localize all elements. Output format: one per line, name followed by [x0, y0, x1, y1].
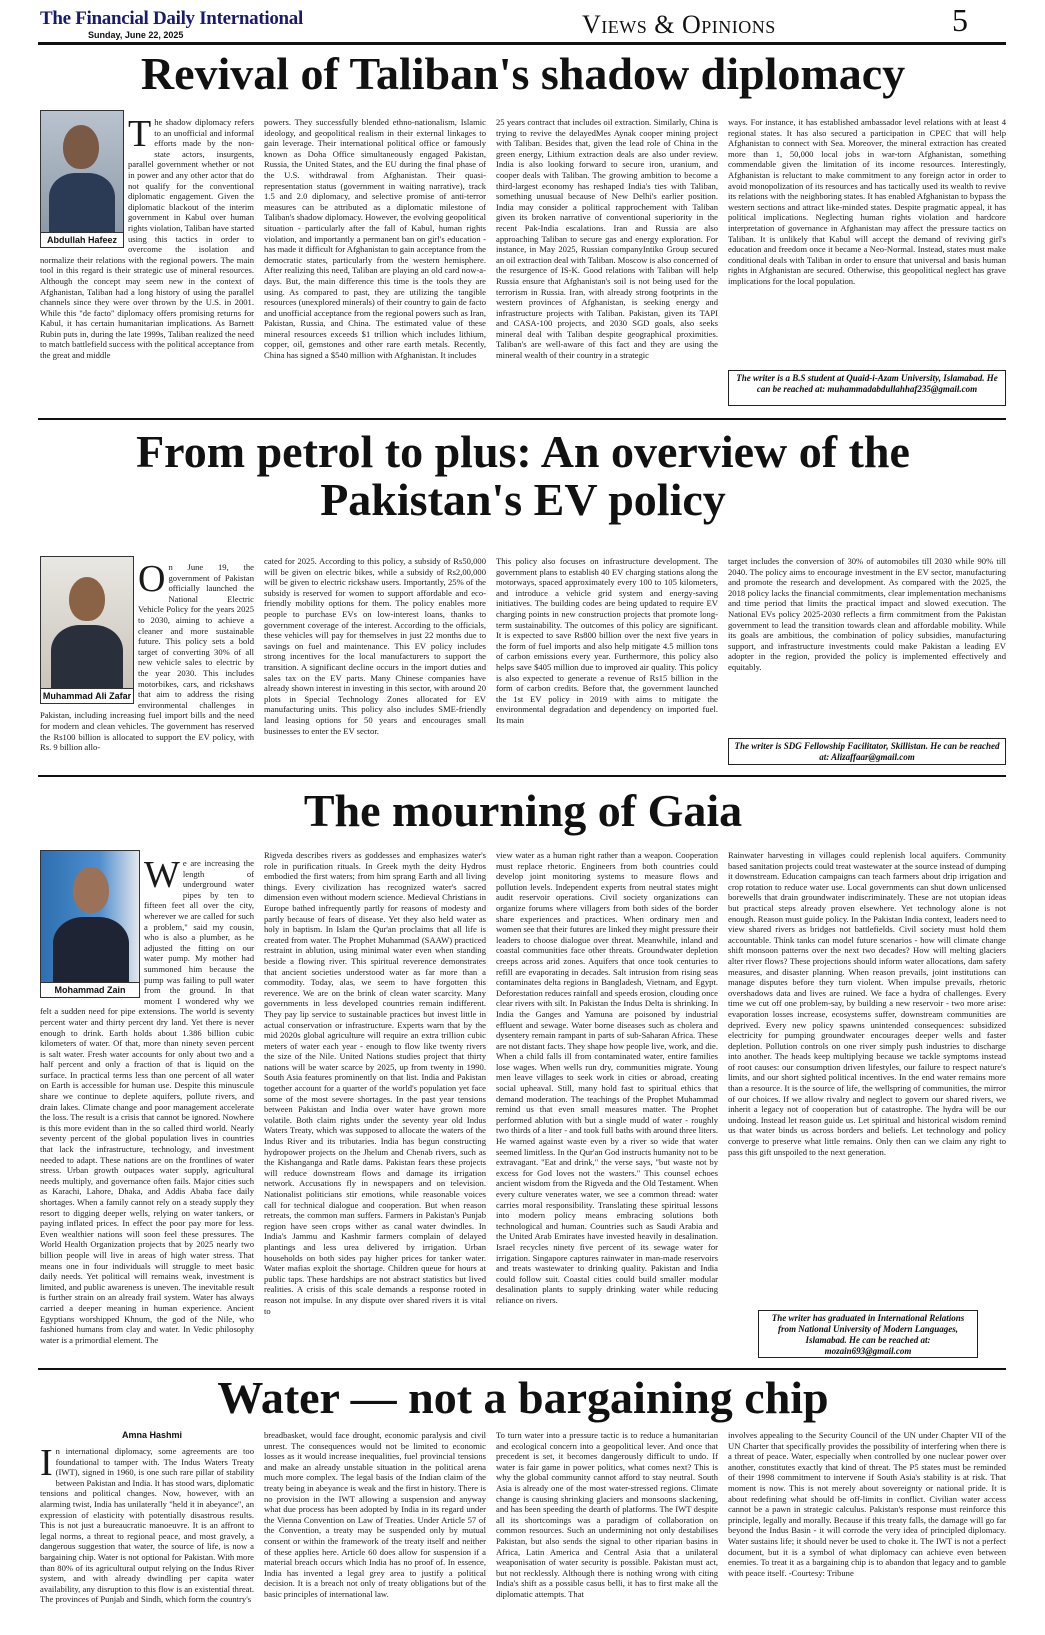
author-caption-3: Mohammad Zain	[40, 982, 140, 998]
article-4-column-1: In international diplomacy, some agreements are too foundational to tamper with. The Indus Waters Treaty (IWT), signed in 1960, is one such rare pillar of stability between Pakistan and India. It has stood wars, diplomatic tensions and political changes. Now, however, with an alarming twist, India has unilaterally "held it in abeyance", an expression of elasticity with potentially disastrous results. This is not just a bureaucratic manoeuvre. It is an affront to legal norms, a threat to regional peace, and most gravely, a dangerous suggestion that water, the source of life, is now a bargaining chip. Water is not optional for Pakistan. With more than 80% of its agricultural output relying on the Indus River system, and with already dwindling per capita water availability, any disruption to this flow is an existential threat. The provinces of Punjab and Sindh, which form the country's	[40, 1446, 254, 1605]
page-number: 5	[952, 2, 968, 38]
article-3-column-4: Rainwater harvesting in villages could replenish local aquifers. Community based sanitation projects could treat wastewater at the source instead of dumping it downstream. Education campaigns can teach farmers about drip irrigation and crop rotation to reduce water use. Local governments can shut down unlicensed borewells that drain groundwater indiscriminately. These are not utopian ideas but practical steps already proven elsewhere. Yet technology alone is not enough. Reason must guide policy. In the Pakistan India context, leaders need to view shared rivers as bridges not battlefields. Civil society must hold them accountable. Think tanks can model future scenarios - how will climate change shift monsoon patterns over the next two decades? How will melting glaciers alter river flows? These projections should inform water allocations, dam safety measures, and disaster planning. When reason prevails, joint institutions can manage disputes before they turn violent. When impulse prevails, rhetoric overshadows data and lives are ruined. We face a hydra of challenges. Every time we cut off one problem-say, by building a new reservoir - two more arise: evaporation losses increase, ecosystems suffer, downstream communities are deprived. Every new policy spawns unintended consequences: subsidized electricity for pumping groundwater encourages deeper wells and faster depletion. Pollution controls on one river simply push industries to discharge into another. The heads keep multiplying because we tackle symptoms instead of root causes: our consumption driven lifestyles, our failure to respect nature's limits, and our short sighted political incentives. In the end water remains more than a resource. It is the source of life, the wellspring of communities, the mirror of our choices. If we allow rivalry and neglect to govern our shared rivers, we inherit a legacy not of cooperation but of catastrophe. The hydra will be our undoing. Instead let reason guide us. Let spiritual and historical wisdom remind us that water binds us across borders and beliefs. Let technology and policy converge to preserve what little remains. Only then can we claim any right to pass this gift unspoiled to the next generation.	[728, 850, 1006, 1157]
article-4-column-2: breadbasket, would face drought, economic paralysis and civil unrest. The consequences would not be limited to economic losses as it would increase inequalities, fuel provincial tensions and make an already unstable situation in the political arena much more complex. The legal basis of the Indian claim of the treaty being in abeyance is weak and the first in history. There is no provision in the IWT allowing a suspension and anyway what due process has been adopted by India in its regard under the Vienna Convention on Law of Treaties. Under Article 57 of the Convention, a treaty may be suspended only by mutual consent or within the framework of the treaty itself and neither of these applies here. Article 60 does allow for suspension if a material breach occurs which India has no proof of. In essence, India has invented a legal grey area to justify a political decision. It is a breach not only of treaty obligations but of the basic principles of international law.	[264, 1430, 486, 1599]
article-4-headline: Water — not a bargaining chip	[217, 1372, 829, 1423]
author-caption-2: Muhammad Ali Zafar	[40, 688, 134, 704]
masthead-name: The Financial Daily International	[40, 8, 303, 29]
article-2-column-1: On June 19, the government of Pakistan officially launched the National Electric Vehicle Policy for the years 2025 to 2030, aiming to achieve a cleaner and more sustainable future. This policy sets a bold target of converting 30% of all new vehicle sales to electric by the year 2030. This includes motorbikes, cars, and rickshaws that aim to address the rising environmental challenges in Pakistan, including increasing fuel import bills and the need for modern and clean vehicles. The government has reserved the Rs100 billion is allocated to support the EV policy, with Rs. 9 billion allo-	[40, 562, 254, 753]
article-1-author-bio: The writer is a B.S student at Quaid-i-Azam University, Islamabad. He can be reached at: muhammadabdullahhaf235@gmail.com	[728, 370, 1006, 406]
masthead-date: Sunday, June 22, 2025	[88, 30, 184, 40]
article-2-headline: From petrol to plus: An overview of the Pakistan's EV policy	[136, 426, 910, 526]
article-4-author: Amna Hashmi	[122, 1430, 183, 1440]
article-3-column-2: Rigveda describes rivers as goddesses and emphasizes water's role in purification rituals. In Greek myth the deity Hydros embodied the first waters; from him sprang Earth and all living things. Every civilization has recognized water's sacred dimension even without modern science. Medieval Christians in Europe bathed infrequently partly for reasons of modesty and partly because of fears of disease. Yet they also held water as holy in baptism. In Islam the Qur'an proclaims that all life is created from water. The Prophet Muhammad (SAAW) practiced restraint in ablution, using minimal water even when standing beside a flowing river. This spiritual reverence demonstrates that ancient societies understood water as far more than a commodity. Today, alas, we seem to have forgotten this reverence. We are on the brink of clean water scarcity. Many governments in less developed countries remain indifferent. They pay lip service to sustainable practices but invest little in actual conservation or infrastructure. Experts warn that by the mid 2020s global agriculture will require an extra trillion cubic meters of water each year - enough to flow like twenty rivers the size of the Nile. United Nations studies project that thirty nations will be water scarce by 2025, up from twenty in 1990. South Asia features prominently on that list. India and Pakistan together account for a quarter of the world's population yet face some of the most severe shortages. In the past year tensions between Pakistan and India over water have grown more volatile. Both claim rights under the seventy year old Indus Waters Treaty, which was supposed to allocate the waters of the Indus River and its tributaries. India has begun constructing hydropower projects on the Jhelum and Chenab rivers, such as the Kishanganga and Ratle dams. Pakistan fears these projects will reduce downstream flows and damage its irrigation network. Accusations fly in newspapers and on television. Nationalist politicians stir emotions, while reasonable voices call for technical dialogue and cooperation. But when reason retreats, the common man suffers. Farmers in Pakistan's Punjab region have seen crops wither as canal water dwindles. In India's Jammu and Kashmir farmers complain of delayed plantings and less urea delivered by irrigation. Urban households on both sides pay higher prices for tanker water. Water mafias exploit the shortage. Children queue for hours at public taps. These hardships are not abstract statistics but lived realities. A crisis of this scale demands a response rooted in reason not impulse. In any dispute over shared rivers it is vital to	[264, 850, 486, 1316]
article-2-column-2: cated for 2025. According to this policy, a subsidy of Rs50,000 will be given on electric bikes, while a subsidy of Rs2,00,000 will be given to electric rickshaw users. Importantly, 25% of the subsidy is reserved for women to support affordable and eco-friendly mobility options for them. The policy enables more people to purchase EVs on low-interest loans, thanks to government coverage of the interest. According to the officials, these vehicles will pay for themselves in just 22 months due to savings on fuel and maintenance. This EV policy includes strong incentives for the local manufacturers to support the transition. A significant decline occurs in the import duties and sales tax on the EV parts. Many Chinese companies have already shown interest in investing in this sector, with around 20 plots in Special Technology Zones allocated for EV manufacturing units. This policy also includes SME-friendly land leasing options for 50 years and encourages small businesses to enter the EV sector.	[264, 556, 486, 736]
article-2-column-4: target includes the conversion of 30% of automobiles till 2030 while 90% till 2040. The policy aims to encourage investment in the EV sector, manufacturing and promote the research and development. As compared with the 2025, the 2018 policy lacks the financial commitments, clear implementation mechanisms and time period that limits the practical impact and slowed execution. The National EVs policy 2025-2030 reflects a firm commitment from the Pakistan government to lead the transition towards clean and affordable mobility. While its goals are ambitious, the combination of policy subsidies, manufacturing support, and infrastructure investments could make Pakistan a leading EV adopter in the region, provided the policy is implemented effectively and equitably.	[728, 556, 1006, 672]
article-4-column-3: To turn water into a pressure tactic is to reduce a humanitarian and ecological concern into a geopolitical lever. And once that precedent is set, it becomes dangerously difficult to undo. If water is fair game in power politics, what comes next? This is why the global community cannot afford to stay neutral. South Asia is already one of the most water-stressed regions. Climate change is causing shrinking glaciers and monsoons slackening, and has been speeding the dearth of platforms. The IWT despite all its shortcomings was a paradigm of collaboration on common resources. Such an undermining not only destabilises Pakistan, but also sends the signal to other riparian basins in Africa, Latin America and Central Asia that a unilateral weaponisation of water security is possible. Pakistan must act, but not recklessly. Although there is nothing wrong with citing India's shift as a possible casus belli, it has to first make all the diplomatic attempts. That	[496, 1430, 718, 1599]
article-1-column-4: ways. For instance, it has established ambassador level relations with at least 4 regional states. It has also secured a participation in CPEC that will help Afghanistan to connect with Sea. Moreover, the mineral extraction has created more than 1, 50,000 local jobs in war-torn Afghanistan, something commendable given the limitation of its income resources. Interestingly, Afghanistan is reluctant to make commitment to any foreign actor in order to avoid monopolization of its resources and has tactically used its wealth to revive its relations with the neighboring states. It has enabled Afghanistan to bypass the western sections and attract like-minded states. Despite pragmatic appeal, it has political implications. Neglecting human rights violation and hardcore interpretation of governance in Afghanistan may affect the pressure tactics on Taliban. It is unlikely that Kabul will accept the demand of reviving girl's education and freedom once it became a Neo-Normal. Instead, states must make conditional deals with Taliban in order to ensure that universal and basis human rights in Afghanistan are secured. Otherwise, this geopolitical neglect has grave implications for the local population.	[728, 117, 1006, 286]
article-3-column-3: view water as a human right rather than a weapon. Cooperation must replace rhetoric. Engineers from both countries could develop joint monitoring systems to measure flows and pollution levels. Independent experts from neutral states might audit reservoir operations. Civil society organizations can organize forums where villagers from both sides of the border share experiences and practices. When ordinary men and women see that their futures are linked they might pressure their leaders to choose dialogue over threat. Meanwhile, inland and coastal communities face other threats. Groundwater depletion creeps across arid zones. Aquifers that once took centuries to refill are evaporating in decades. Salt intrusion from rising seas contaminates delta regions in Bangladesh, Vietnam, and Egypt. Deforestation reduces rainfall and speeds erosion, clouding once clear rivers with silt. In Pakistan the Indus Delta is shrinking. In India the Ganges and Yamuna are poisoned by industrial effluent and sewage. Water borne diseases such as cholera and dysentery remain rampant in parts of sub-Saharan Africa. These are not distant facts. They shape how people live, work, and die. When a child falls ill from contaminated water, entire families lose wages. When wells run dry, communities migrate. Young men leave villages to seek work in cities or abroad, creating social upheaval. Still, many hold fast to spiritual ethics that demand moderation. The teachings of the Prophet Muhammad remind us that even small measures matter. The Prophet performed ablution with but a single mudd of water - roughly two thirds of a liter - and took full baths with around three liters. He warned against waste even by a river so wide that water seemed limitless. In the Qur'an God instructs humanity not to be extravagant. "Eat and drink," the verse says, "but waste not by excess for God loves not the wasters." This counsel echoes ancient wisdom from the Rigveda and the Old Testament. When every culture venerates water, we see a common thread: water carries moral responsibility. Translating these spiritual lessons into modern policy means embracing solutions both technological and human. Countries such as Saudi Arabia and the United Arab Emirates have invested heavily in desalination. Israel recycles ninety five percent of its sewage water for irrigation. Singapore captures rainwater in man-made reservoirs and treats wastewater to drinking quality. Pakistan and India could follow suit. Coastal cities could build smaller modular desalination plants to supply drinking water while reducing reliance on rivers.	[496, 850, 718, 1305]
article-3-column-1: We are increasing the length of underground water pipes by ten to fifteen feet all over the city, wherever we are called for such a problem," said my cousin, who is also a plumber, as he adjusted the fitting on our water pump. My mother had summoned him because the pump was failing to pull water from the ground. In that moment I wondered why we felt a sudden need for pipe extensions. The world is seventy percent water and thirty percent dry land. Yet there is never enough to drink. Earth holds about 1.386 billion cubic kilometers of water. Of that, more than ninety seven percent is salt water. Fresh water accounts for only about two and a half percent and only a fraction of that is liquid on the surface. In practical terms less than one percent of all water on Earth is accessible for human use. Despite this minuscule share we continue to deplete aquifers, pollute rivers, and drain lakes. Climate change and poor management accelerate the loss. The result is a crisis that cannot be ignored. Nowhere is this more evident than in the so called third world. Nearly seventy percent of the global population lives in countries that lack the infrastructure, technology, and investment needed to adapt. These nations are on the frontlines of water stress. Urban growth outpaces water supply, agricultural needs multiply, and governance often fails. Major cities such as Karachi, Lahore, Dhaka, and Addis Ababa face daily shortages. When a family cannot rely on a steady supply they resort to digging deeper wells, relying on water tankers, or paying inflated prices. In effect the poor pay more for less. Even wealthier nations will soon feel these pressures. The World Health Organization projects that by 2025 nearly two billion people will live in areas of high water stress. That means one in four individuals will struggle to meet basic daily needs. Yet political will remains weak, investment is limited, and public awareness is uneven. The inevitable result is further strain on an already frail system. Water has always carried a deeper meaning in human experience. Ancient Egyptians worshipped Khnum, the god of the Nile, who fashioned humans from clay and water. In Vedic philosophy water is a primordial element. The	[40, 858, 254, 1345]
article-3-author-bio: The writer has graduated in International Relations from National University of Modern Languages, Islamabad. He can be reached at: mozain693@gmail.com	[758, 1310, 978, 1358]
article-2-author-bio: The writer is SDG Fellowship Facilitator, Skillistan. He can be reached at: Alizaffaar@gmail.com	[728, 738, 1006, 765]
article-1-headline: Revival of Taliban's shadow diplomacy	[140, 48, 906, 99]
article-1-column-2: powers. They successfully blended ethno-nationalism, Islamic ideology, and geopolitical realism in their external linkages to gain leverage. Their international political office or famously known as Doha Office simultaneously engaged Pakistan, Russia, the United States, and the EU during the final phase of the U.S. withdrawal from Afghanistan. Their quasi-representation status (government in waiting narrative), track 1.5 and 2.0 diplomacy, and selective promise of anti-terror measures can be attributed as a diplomatic milestone of Taliban's shadow diplomacy. However, the evolving geopolitical situation - particularly after the fall of Kabul, human rights violation, and importantly a permanent ban on girl's education - has made it difficult for Afghanistan to gain acceptance from the democratic states, particularly from the western hemisphere. After realizing this need, Taliban are playing an old card now-a-days. But, the main difference this time is the tools they are using. As compared to past, they are utilizing the tangible resources (unexplored minerals) of their country to gain de facto and unofficial acceptance from the regional powers such as Iran, Pakistan, Russia, and China. The estimated value of these mineral resources exceeds $1 trillion which includes lithium, copper, oil, gemstones and other rare earth metals. Recently, China has signed a $540 million with Afghanistan. It includes	[264, 117, 486, 361]
section-name: Views & Opinions	[582, 10, 776, 39]
article-1-column-3: 25 years contract that includes oil extraction. Similarly, China is trying to revive the delayedMes Aynak cooper mining project with Taliban. Besides that, given the lead role of China in the green energy, Lithium extraction deals are also under review. India is also looking forward to secure iron, uranium, and cooper deals with Taliban. The growing ambition to become a third-largest economy has reshaped India's ties with Taliban, something unusual because of New Delhi's earlier position. India may consider a political rapprochement with Taliban given its broken narrative of conventional superiority in the recent Pak-India escalations. Iran and Russia are also approaching Taliban to secure gas and energy exploration. For instance, in May 2025, Russian companyIntiko Group secured an oil extraction deal with Taliban. Moscow is also concerned of the resurgence of IS-K. Good relations with Taliban will help Russia ensure that Afghanistan's soil is not being used for the terrorism in Russia. Iran, with already strong footprints in the western provinces of Afghanistan, is seeking energy and infrastructure projects with Taliban. Pakistan, given its TAPI and CASA-100 projects, and 2030 SGD goals, also seeks mineral deal with Taliban despite geographical proximities. Taliban's are well-aware of this fact and they are using the mineral wealth of their country in a strategic	[496, 117, 718, 361]
article-2-column-3: This policy also focuses on infrastructure development. The government plans to establish 40 EV charging stations along the motorways, spaced approximately every 100 to 105 kilometers, and introduce a vehicle grid system and energy-saving initiatives. The building codes are being updated to require EV charging points in new construction projects that promote long-term sustainability. The outcomes of this policy are significant. It is expected to save Rs800 billion over the next five years in the form of fuel imports and also help mitigate 4.5 million tons of carbon emissions every year. Furthermore, this policy also helps save $405 million due to improved air quality. This policy is also expected to generate a revenue of Rs15 billion in the form of carbon credits. Before that, the government launched the 1st EV policy in 2019 with aims to mitigate the environmental degradation and dependency on imported fuel. Its main	[496, 556, 718, 725]
masthead-rule	[38, 42, 1006, 45]
article-3-headline: The mourning of Gaia	[303, 785, 743, 836]
article-4-column-4: involves appealing to the Security Council of the UN under Chapter VII of the UN Charter that specifically provides the possibility of interfering when there is a threat of peace. Water, especially when controlled by one nuclear power over another, constitutes exactly that kind of threat. The P5 states must be reminded of their 1998 commitment to intervene if South Asia's stability is at risk. That moment is now. This is not merely about sovereignty or national pride. It is about redefining what should be off-limits in conflict. Civilian water access cannot be a pawn in strategic calculus. Pakistan's response must reinforce this principle, legally and morally. Because if this treaty falls, the damage will go far beyond the Indus Basin - it will corrode the very idea of principled diplomacy. Water sustains life; it should never be used to choke it. The IWT is not a perfect document, but it is a symbol of what diplomacy can achieve even between enemies. To treat it as a bargaining chip is to abandon that legacy and to gamble with peace itself. -Courtesy: Tribune	[728, 1430, 1006, 1578]
article-divider-3	[38, 1368, 1006, 1370]
article-divider-1	[38, 418, 1006, 420]
article-1-column-1: The shadow diplomacy refers to an unofficial and informal efforts made by the non-state actors, insurgents, parallel government whether or not in power and any other actor that do not qualify for the conventional diplomatic engagement. Given the diplomatic blackout of the interim government in Kabul over human rights violation, Taliban have started using this tactics in order to overcome the isolation and normalize their relations with the regional powers. The main tool in this regard is their strategic use of mineral resources. Although the concept may seem new in the context of Afghanistan, Taliban had a long history of using the parallel channels since they were over thrown by the U.S. in 2001. While this "de facto" diplomacy offers promising returns for Kabul, it has certain humanitarian implications. As Barnett Rubin puts in, during the late 1999s, Taliban realized the need to match battlefield success with the political acceptance from the great and middle	[40, 117, 254, 361]
author-caption-1: Abdullah Hafeez	[40, 232, 124, 248]
article-divider-2	[38, 775, 1006, 777]
